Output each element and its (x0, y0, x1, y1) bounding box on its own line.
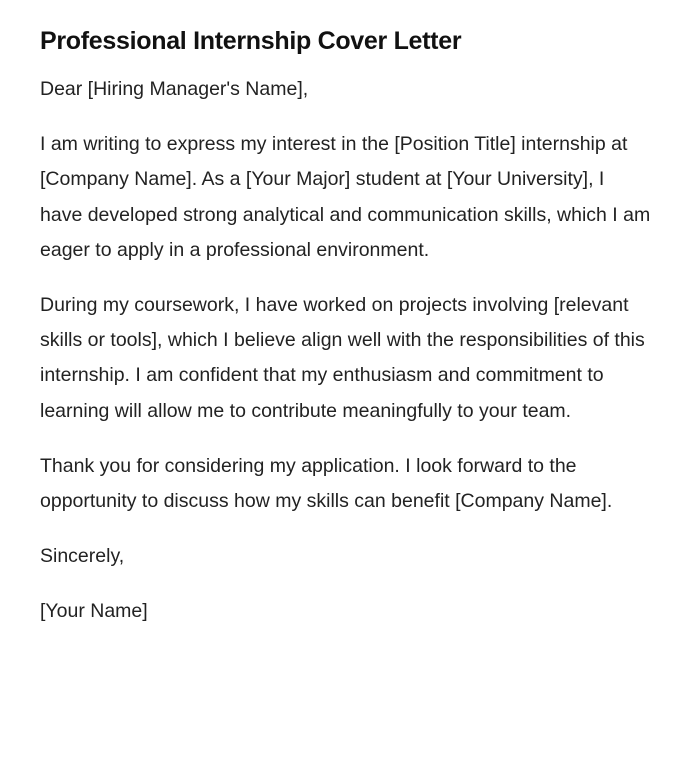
document-title: Professional Internship Cover Letter (40, 27, 462, 55)
body-paragraph-thanks: Thank you for considering my application. I look forward to the opportunity to discuss how my skills can benefit [Company Name]. (40, 454, 613, 513)
closing: Sincerely, (40, 545, 125, 568)
body-paragraph-intro: I am writing to express my interest in the [Position Title] internship at [Company Name]. As a [Your Major] student at [Your University], I have developed strong analytical and communication skills, which I am eager to apply in a professional environment. (40, 133, 651, 261)
body-paragraph-coursework: During my coursework, I have worked on projects involving [relevant skills or tools], which I believe align well with the responsibilities of this internship. I am confident that my enthusiasm and commitment to learning will allow me to contribute meaningfully to your team. (40, 294, 645, 422)
cover-letter-document (40, 24, 652, 650)
salutation: Dear [Hiring Manager's Name], (40, 78, 309, 100)
signature: [Your Name] (40, 600, 148, 623)
